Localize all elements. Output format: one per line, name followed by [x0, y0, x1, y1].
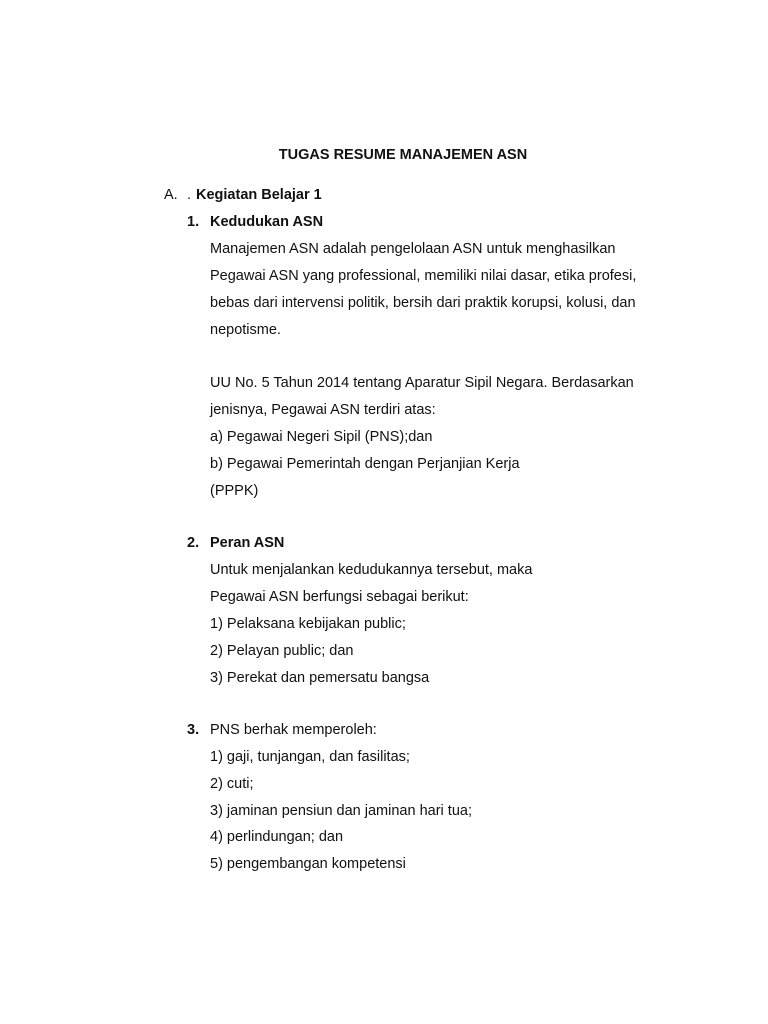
- item1-heading: Kedudukan ASN: [210, 214, 324, 230]
- item1-para2-line: jenisnya, Pegawai ASN terdiri atas:: [210, 402, 436, 418]
- item3-heading: PNS berhak memperoleh:: [210, 722, 377, 738]
- item1-para2-line: a) Pegawai Negeri Sipil (PNS);dan: [210, 429, 433, 445]
- item1-para2-line: b) Pegawai Pemerintah dengan Perjanjian Kerja: [210, 456, 520, 472]
- item3-line: 2) cuti;: [210, 776, 254, 792]
- item1-para1-line: bebas dari intervensi politik, bersih dari praktik korupsi, kolusi, dan: [210, 295, 636, 311]
- item1-para2-line: UU No. 5 Tahun 2014 tentang Aparatur Sipil Negara. Berdasarkan: [210, 375, 634, 391]
- item2-heading: Peran ASN: [210, 535, 285, 551]
- item3-line: 1) gaji, tunjangan, dan fasilitas;: [210, 749, 410, 765]
- item2-number: 2.: [187, 535, 200, 551]
- item1-number: 1.: [187, 214, 200, 230]
- section-marker: A.: [164, 187, 178, 203]
- item2-line: 2) Pelayan public; dan: [210, 643, 354, 659]
- item3-number: 3.: [187, 722, 200, 738]
- item3-line: 4) perlindungan; dan: [210, 829, 344, 845]
- item1-para1-line: nepotisme.: [210, 322, 281, 338]
- item1-para2-line: (PPPK): [210, 483, 259, 499]
- item1-para1-line: Manajemen ASN adalah pengelolaan ASN untuk menghasilkan: [210, 241, 616, 257]
- section-heading: Kegiatan Belajar 1: [196, 187, 322, 203]
- item2-line: 1) Pelaksana kebijakan public;: [210, 616, 406, 632]
- item3-line: 5) pengembangan kompetensi: [210, 856, 406, 872]
- item3-line: 3) jaminan pensiun dan jaminan hari tua;: [210, 803, 472, 819]
- item2-line: Untuk menjalankan kedudukannya tersebut, maka: [210, 562, 533, 578]
- section-dot: .: [187, 187, 192, 203]
- page-title: TUGAS RESUME MANAJEMEN ASN: [278, 147, 528, 163]
- item2-line: 3) Perekat dan pemersatu bangsa: [210, 670, 430, 686]
- item2-line: Pegawai ASN berfungsi sebagai berikut:: [210, 589, 469, 605]
- item1-para1-line: Pegawai ASN yang professional, memiliki nilai dasar, etika profesi,: [210, 268, 637, 284]
